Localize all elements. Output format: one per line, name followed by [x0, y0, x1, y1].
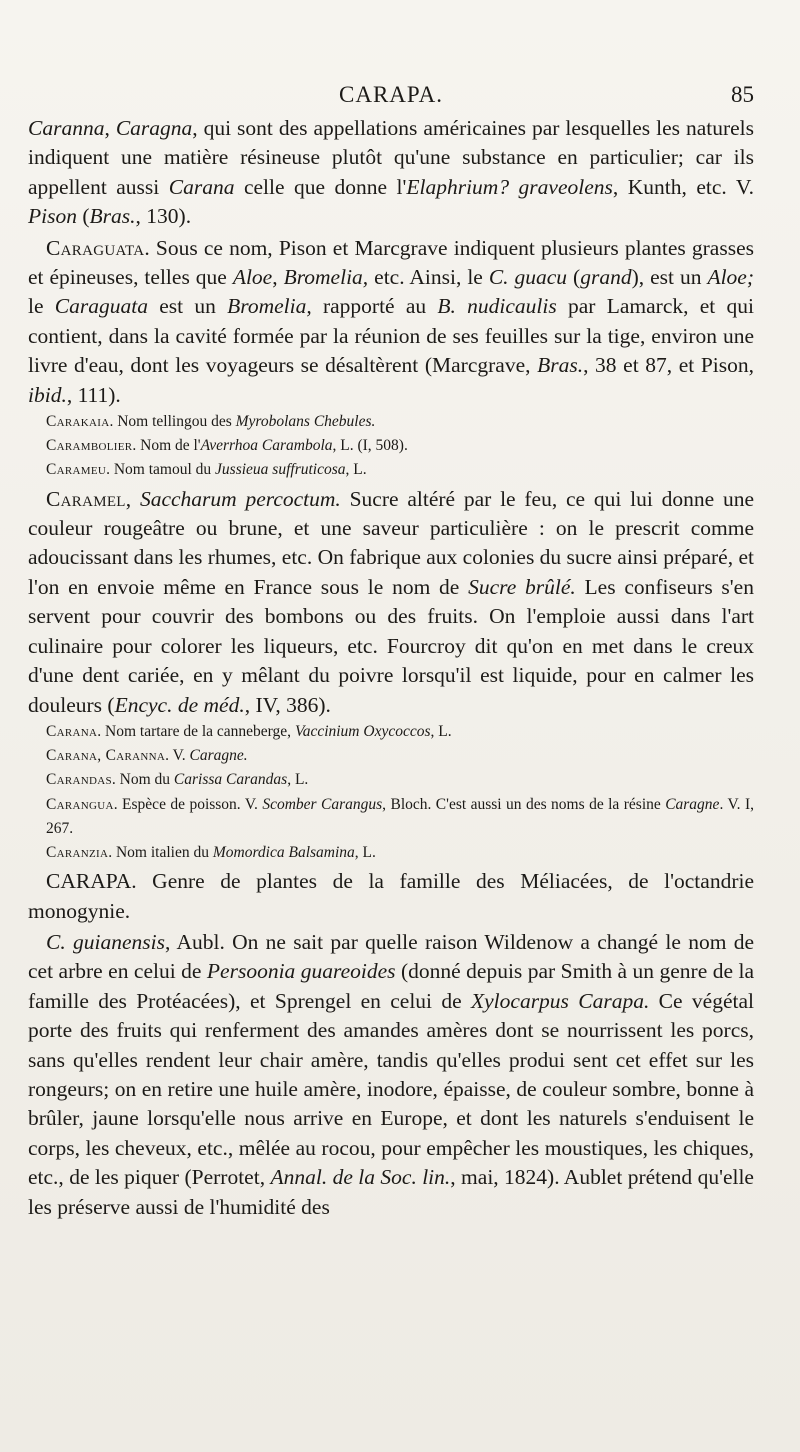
- text-run: CARAPA. Genre de plantes de la famille des Méliacées, de l'octandrie monogynie.: [28, 869, 754, 923]
- cross-reference-entry: [28, 410, 754, 434]
- text-run: celle que donne l': [234, 174, 407, 199]
- italic-term: Xylocarpus Carapa.: [471, 988, 650, 1013]
- entry-headword: Carameu: [46, 461, 107, 479]
- italic-term: Averrhoa Carambola: [200, 437, 333, 455]
- text-run: , L. (I, 508).: [332, 437, 408, 455]
- italic-term: Caragna: [115, 116, 193, 140]
- italic-term: Pison: [28, 204, 77, 229]
- cross-reference-entry: [28, 744, 754, 768]
- italic-term: Caragne.: [189, 747, 248, 765]
- entry-headword: Carana, Caranna: [46, 747, 166, 765]
- text-run: , mai, 1824). Aublet prétend qu'elle les préserve aussi de l'humidité des: [28, 1165, 754, 1219]
- italic-term: ibid.: [28, 382, 67, 407]
- italic-term: Elaphrium? graveolens: [406, 174, 613, 199]
- cross-reference-entry: [28, 841, 754, 865]
- entry-headword: Carana: [46, 722, 98, 740]
- text-run: , 130).: [135, 204, 192, 229]
- running-title: CARAPA.: [339, 82, 443, 107]
- cross-reference-entry: [28, 434, 754, 458]
- cross-reference-entry: [28, 458, 754, 482]
- italic-term: Bras.: [537, 353, 584, 378]
- text-run: , qui sont des appellations américaines par lesquelles les naturels indiquent une matière résineuse plutôt qu'une substance en particulier; car ils appellent aussi: [28, 116, 755, 199]
- italic-term: Bromelia,: [227, 294, 312, 319]
- italic-term: Caraguata: [54, 294, 148, 319]
- italic-term: Caranna: [28, 116, 105, 140]
- cross-reference-entry: [28, 720, 754, 744]
- text-run: ,: [125, 486, 140, 511]
- italic-term: Caragne: [665, 795, 720, 813]
- text-run: , Kunth, etc. V.: [612, 174, 754, 199]
- italic-term: Carissa Carandas: [173, 771, 288, 789]
- italic-term: Carana: [168, 174, 235, 199]
- text-run: . Nom italien du: [108, 843, 213, 861]
- text-run: . V. I, 267.: [46, 795, 755, 837]
- entry-headword: Carangua: [46, 795, 114, 813]
- cross-reference-entry: [28, 793, 754, 841]
- text-run: , Aubl. On ne sait par quelle raison Wildenow a changé le nom de cet arbre en celui de: [28, 929, 754, 984]
- italic-term: Scomber Carangus: [262, 795, 383, 813]
- italic-term: Myrobolans Chebules.: [235, 413, 376, 431]
- page-body: [28, 114, 754, 1222]
- text-run: est un: [147, 294, 228, 319]
- italic-term: Vaccinium Oxycoccos: [294, 722, 431, 740]
- body-paragraph: [28, 928, 754, 1222]
- text-run: ,: [272, 265, 284, 290]
- entry-headword: Caraguata: [46, 235, 145, 260]
- italic-term: C. guianensis: [46, 929, 165, 954]
- italic-term: Momordica Balsamina: [212, 843, 355, 861]
- text-run: . Nom tamoul du: [106, 461, 216, 479]
- italic-term: grand: [580, 265, 632, 290]
- text-run: etc. Ainsi, le: [368, 265, 489, 290]
- text-run: , 111).: [66, 382, 121, 407]
- text-run: ), est un: [631, 265, 708, 290]
- entry-headword: Carandas: [46, 771, 112, 789]
- body-paragraph: [28, 867, 754, 926]
- italic-term: Bras.: [89, 204, 136, 229]
- entry-headword: Carambolier: [46, 437, 133, 455]
- italic-term: Annal. de la Soc. lin.: [270, 1165, 451, 1190]
- text-run: Ce végétal porte des fruits qui renferment des amandes amères dont se nourrissent les porcs, sans qu'elles rendent leur chair amère, tandis qu'elles produi sent cet effet sur les rongeurs; on en retire une huile amère, inodore, épaisse, de couleur sombre, bonne à brûler, jaune lorsqu'elle nous arrive en Europe, et dont les naturels s'enduisent le corps, les cheveux, etc., mêlée au rocou, pour empêcher les moustiques, les chiques, etc., de les piquer (Perrotet,: [28, 988, 754, 1190]
- text-run: , IV, 386).: [244, 692, 331, 717]
- text-run: . Sous ce nom, Pison et Marcgrave indiquent plusieurs plantes grasses et épineuses, telles que: [28, 235, 754, 290]
- italic-term: Aloe;: [707, 265, 754, 290]
- italic-term: Aloe: [232, 265, 273, 290]
- italic-term: Persoonia guareoides: [206, 959, 396, 984]
- text-run: rapporté au: [311, 294, 438, 319]
- cross-reference-entry: [28, 768, 754, 792]
- text-run: , L.: [287, 771, 309, 789]
- body-paragraph: [28, 114, 754, 232]
- entry-headword: Caramel: [46, 486, 126, 511]
- text-run: par Lamarck, et qui contient, dans la cavité formée par la réunion de ses feuilles sur la tige, environ une livre d'eau, dont les voyageurs se désaltèrent (Marcgrave,: [28, 294, 754, 378]
- text-run: , L.: [345, 461, 367, 479]
- body-paragraph: [28, 485, 754, 720]
- text-run: . Espèce de poisson. V.: [113, 795, 263, 813]
- text-run: . Nom tartare de la canneberge,: [97, 722, 295, 740]
- text-run: . Nom de l': [132, 437, 201, 455]
- text-run: . Nom du: [111, 771, 174, 789]
- text-run: . V.: [165, 747, 190, 765]
- text-run: le: [28, 294, 55, 319]
- running-head: [28, 82, 754, 112]
- text-run: . Nom tellingou des: [109, 413, 236, 431]
- text-run: , L.: [430, 722, 452, 740]
- text-run: Les confiseurs s'en servent pour couvrir des bombons ou des fruits. On l'emploie aussi dans l'art culinaire pour colorer les liqueurs, etc. Fourcroy dit qu'on en met dans le creux d'une dent cariée, en y mêlant du poivre lorsqu'il est liquide, pour en calmer les douleurs (: [28, 574, 754, 717]
- text-run: (donné depuis par Smith à un genre de la famille des Protéacées), et Sprengel en celui de: [28, 959, 754, 1013]
- entry-headword: Carakaia: [46, 413, 110, 431]
- italic-term: Sucre brûlé.: [468, 574, 576, 599]
- italic-term: Saccharum percoctum.: [139, 486, 341, 511]
- italic-term: Bromelia,: [283, 265, 369, 290]
- italic-term: B. nudicaulis: [437, 294, 557, 319]
- italic-term: Encyc. de méd.: [114, 692, 245, 717]
- text-run: (: [76, 204, 90, 229]
- text-run: , 38 et 87, et Pison,: [583, 353, 754, 378]
- text-run: , Bloch. C'est aussi un des noms de la résine: [382, 795, 666, 813]
- page-number: 85: [731, 82, 754, 107]
- text-run: Sucre altéré par le feu, ce qui lui donne une couleur rougeâtre ou brune, et une saveur particulière : on le prescrit comme adoucissant dans les rhumes, etc. On fabrique aux colonies du sucre ainsi préparé, et l'on en envoie même en France sous le nom de: [28, 486, 754, 599]
- italic-term: Jussieua suffruticosa: [215, 461, 346, 479]
- text-run: (: [567, 265, 581, 290]
- text-run: , L.: [354, 843, 376, 861]
- text-run: ,: [104, 116, 116, 140]
- entry-headword: Caranzia: [46, 843, 109, 861]
- body-paragraph: [28, 234, 754, 410]
- italic-term: C. guacu: [488, 265, 568, 290]
